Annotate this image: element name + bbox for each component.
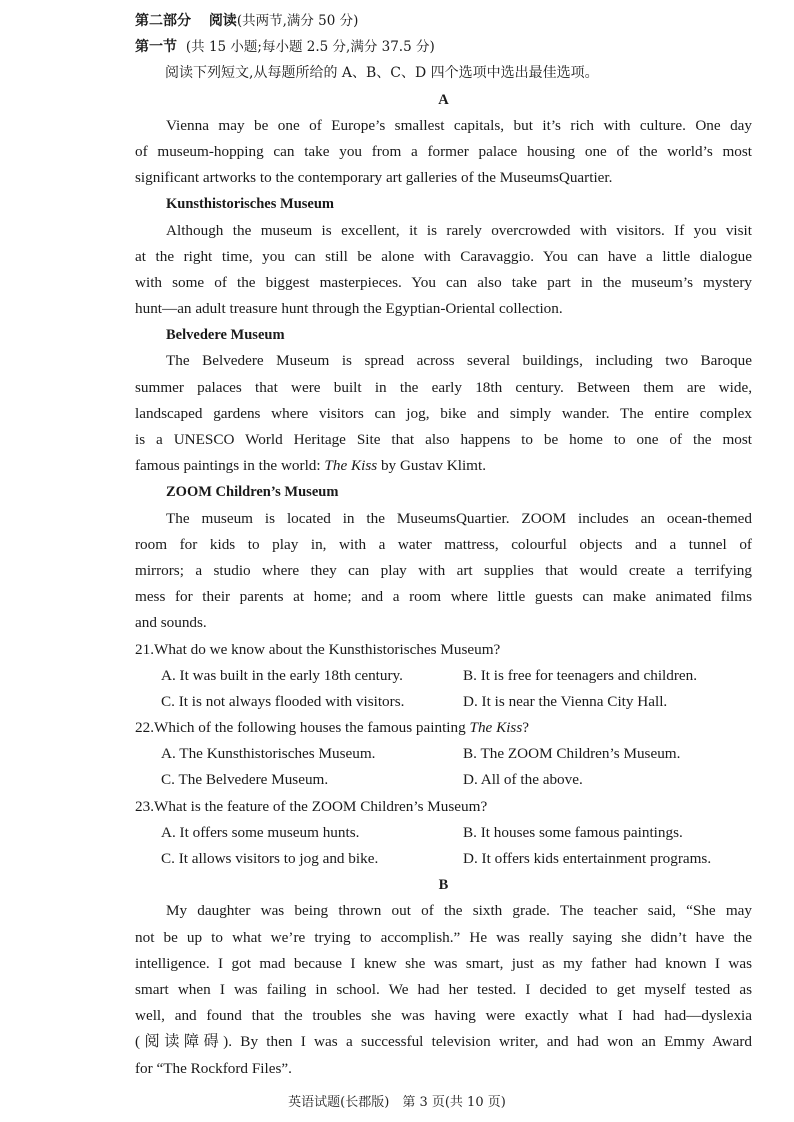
option-c[interactable]: C. The Belvedere Museum. <box>161 771 329 789</box>
section-body-kunsthistorisches <box>135 218 752 323</box>
option-d[interactable]: D. It offers kids entertainment programs. <box>463 850 712 867</box>
text-line: (阅读障碍). By then I was a successful television writer, and had won an Emmy Award <box>135 1033 752 1051</box>
section-body-zoom <box>135 506 752 637</box>
question-22 <box>135 715 752 741</box>
options-row <box>135 767 752 793</box>
question-mark: ? <box>522 719 529 737</box>
page-footer: 英语试题(长郡版) 第 3 页(共 10 页) <box>288 1095 506 1110</box>
text-line: landscaped gardens where visitors can jog, bike and simply wander. The entire complex <box>135 404 752 422</box>
question-number: 22. <box>135 719 154 737</box>
section-heading-belvedere: Belvedere Museum <box>166 327 285 344</box>
option-c[interactable]: C. It allows visitors to jog and bike. <box>161 850 379 867</box>
option-a[interactable]: A. It was built in the early 18th century. <box>161 666 403 684</box>
text-line: mirrors; a studio where they can play with art supplies that would create a terrifying <box>135 561 752 579</box>
section-header <box>135 34 752 60</box>
question-text: Which of the following houses the famous painting <box>153 719 470 737</box>
options-row <box>135 689 752 715</box>
text-line: room for kids to play in, with a water mattress, colourful objects and a tunnel of <box>135 535 752 553</box>
text-line: The Belvedere Museum is spread across several buildings, including two Baroque <box>166 352 752 370</box>
options-row <box>135 663 752 689</box>
options-row <box>135 820 752 846</box>
text-line: not be up to what we’re trying to accomplish.” He was really saying she didn’t have the <box>135 928 752 946</box>
text-line: hunt—an adult treasure hunt through the Egyptian-Oriental collection. <box>135 300 563 318</box>
text-line: for “The Rockford Files”. <box>135 1059 292 1077</box>
option-c[interactable]: C. It is not always flooded with visitors. <box>161 692 405 710</box>
question-23 <box>135 794 752 820</box>
text-line: Vienna may be one of Europe’s smallest capitals, but it’s rich with culture. One day <box>166 116 752 134</box>
passage-a-intro <box>135 113 752 192</box>
question-number: 21. <box>135 640 154 658</box>
text-line: smart when I was failing in school. We had her tested. I decided to get myself tested as <box>135 980 752 998</box>
text-line: at the right time, you can still be alone with Caravaggio. You can have a little dialogue <box>135 247 752 265</box>
part-header <box>135 8 752 34</box>
text-line: Although the museum is excellent, it is rarely overcrowded with visitors. If you visit <box>166 221 752 239</box>
option-d[interactable]: D. All of the above. <box>463 771 583 789</box>
question-text: What do we know about the Kunsthistorisches Museum? <box>153 640 501 658</box>
passage-a-label: A <box>438 91 449 108</box>
part-title: 第二部分 <box>135 13 191 29</box>
text-fragment: famous paintings in the world: <box>135 457 325 475</box>
part-name: 阅读 <box>208 13 237 29</box>
instruction: 阅读下列短文,从每题所给的 A、B、C、D 四个选项中选出最佳选项。 <box>165 65 599 82</box>
part-note: (共两节,满分 50 分) <box>236 13 359 29</box>
text-line: intelligence. I got mad because I knew she was smart, just as my father had known I was <box>135 954 752 972</box>
text-line: and sounds. <box>135 614 207 632</box>
passage-b-label: B <box>438 877 449 894</box>
question-text: What is the feature of the ZOOM Children’s Museum? <box>153 797 488 815</box>
option-b[interactable]: B. The ZOOM Children’s Museum. <box>463 745 681 763</box>
text-line <box>135 453 752 479</box>
option-d[interactable]: D. It is near the Vienna City Hall. <box>463 692 668 710</box>
option-b[interactable]: B. It houses some famous paintings. <box>463 823 683 841</box>
text-line: mess for their parents at home; and a room where little guests can make animated films <box>135 588 752 606</box>
section-heading-zoom: ZOOM Children’s Museum <box>166 484 339 501</box>
text-line: My daughter was being thrown out of the sixth grade. The teacher said, “She may <box>166 902 752 920</box>
section-body-belvedere <box>135 348 752 479</box>
text-line: with some of the biggest masterpieces. You can also take part in the museum’s mystery <box>135 273 752 291</box>
section-note: (共 15 小题;每小题 2.5 分,满分 37.5 分) <box>185 39 435 56</box>
text-line: The museum is located in the MuseumsQuartier. ZOOM includes an ocean-themed <box>166 509 752 527</box>
text-line: is a UNESCO World Heritage Site that also happens to be home to one of the most <box>135 431 752 448</box>
options-row <box>135 846 752 872</box>
text-line: of museum-hopping can take you from a former palace housing one of the world’s most <box>135 142 752 160</box>
section-title: 第一节 <box>135 39 177 56</box>
painting-title: The Kiss <box>469 719 523 737</box>
option-a[interactable]: A. It offers some museum hunts. <box>161 823 360 841</box>
option-a[interactable]: A. The Kunsthistorisches Museum. <box>161 745 376 763</box>
exam-page <box>135 8 752 1082</box>
text-line: summer palaces that were built in the early 18th century. Between them are wide, <box>135 378 752 396</box>
options-row <box>135 741 752 767</box>
text-line: well, and found that the troubles she was having were exactly what I had had—dyslexia <box>135 1007 752 1025</box>
text-fragment: by Gustav Klimt. <box>377 457 486 475</box>
option-b[interactable]: B. It is free for teenagers and children. <box>463 666 698 684</box>
question-21 <box>135 637 752 663</box>
text-line: significant artworks to the contemporary art galleries of the MuseumsQuartier. <box>135 169 613 187</box>
section-heading-kunsthistorisches: Kunsthistorisches Museum <box>166 196 334 213</box>
passage-b-body <box>135 898 752 1081</box>
painting-title: The Kiss <box>324 457 378 475</box>
question-number: 23. <box>135 797 154 815</box>
